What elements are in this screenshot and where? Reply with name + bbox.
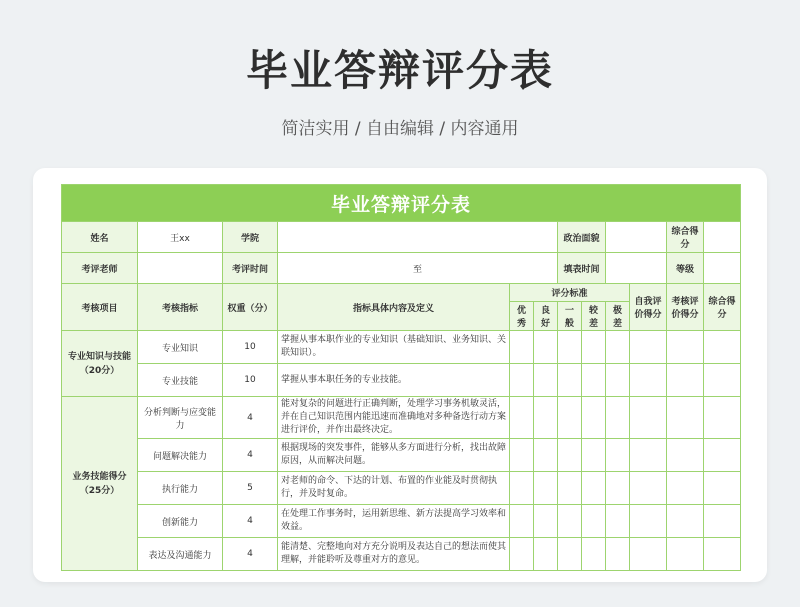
score-cell[interactable]	[582, 331, 606, 364]
score-cell[interactable]	[558, 439, 582, 472]
weight-cell: 4	[223, 538, 278, 571]
score-cell[interactable]	[510, 331, 534, 364]
combined-score-cell[interactable]	[704, 505, 741, 538]
col-criteria: 评分标准	[510, 284, 630, 302]
score-cell[interactable]	[510, 538, 534, 571]
fill-time-label: 填表时间	[558, 253, 606, 284]
content-cell: 能对复杂的问题进行正确判断，处理学习事务机敏灵活，并在自己知识范围内能迅速而准确地对多种备选行动方案进行评价，并作出最终决定。	[278, 397, 510, 439]
grade-label: 等级	[667, 253, 704, 284]
score-cell[interactable]	[582, 397, 606, 439]
combined-score-cell[interactable]	[704, 397, 741, 439]
score-cell[interactable]	[534, 331, 558, 364]
content-cell: 掌握从事本职任务的专业技能。	[278, 364, 510, 397]
total-score-value[interactable]	[704, 222, 741, 253]
score-cell[interactable]	[558, 538, 582, 571]
assessor-score-cell[interactable]	[667, 331, 704, 364]
score-cell[interactable]	[534, 505, 558, 538]
indicator-cell: 表达及沟通能力	[138, 538, 223, 571]
score-cell[interactable]	[582, 439, 606, 472]
eval-time-range[interactable]: 至	[278, 253, 558, 284]
col-content: 指标具体内容及定义	[278, 284, 510, 331]
level-poor: 较差	[582, 302, 606, 331]
fill-time-value[interactable]	[606, 253, 667, 284]
col-self-score: 自我评价得分	[630, 284, 667, 331]
score-cell[interactable]	[558, 505, 582, 538]
score-cell[interactable]	[534, 364, 558, 397]
content-cell: 根据现场的突发事件，能够从多方面进行分析，找出故障原因，从而解决问题。	[278, 439, 510, 472]
indicator-cell: 执行能力	[138, 472, 223, 505]
combined-score-cell[interactable]	[704, 439, 741, 472]
grade-value[interactable]	[704, 253, 741, 284]
weight-cell: 10	[223, 331, 278, 364]
table-row	[62, 364, 741, 397]
weight-cell: 10	[223, 364, 278, 397]
teacher-value[interactable]	[138, 253, 223, 284]
weight-cell: 5	[223, 472, 278, 505]
total-score-label: 综合得分	[667, 222, 704, 253]
score-cell[interactable]	[582, 472, 606, 505]
page-title: 毕业答辩评分表	[245, 46, 554, 95]
table-row	[62, 472, 741, 505]
col-weight: 权重（分）	[223, 284, 278, 331]
sheet-banner: 毕业答辩评分表	[62, 185, 741, 222]
name-value[interactable]: 王xx	[138, 222, 223, 253]
category-cell: 专业知识与技能 （20分）	[62, 331, 138, 397]
score-cell[interactable]	[606, 364, 630, 397]
info-row-2	[62, 253, 741, 284]
col-assessor-score: 考核评价得分	[667, 284, 704, 331]
table-row	[62, 505, 741, 538]
score-cell[interactable]	[510, 505, 534, 538]
table-row	[62, 538, 741, 571]
score-cell[interactable]	[510, 439, 534, 472]
score-cell[interactable]	[558, 472, 582, 505]
score-cell[interactable]	[582, 538, 606, 571]
teacher-label: 考评老师	[62, 253, 138, 284]
score-cell[interactable]	[534, 472, 558, 505]
indicator-cell: 专业技能	[138, 364, 223, 397]
indicator-cell: 问题解决能力	[138, 439, 223, 472]
info-row-1	[62, 222, 741, 253]
level-excellent: 优秀	[510, 302, 534, 331]
self-score-cell[interactable]	[630, 505, 667, 538]
score-cell[interactable]	[582, 505, 606, 538]
content-cell: 对老师的命令、下达的计划、布置的作业能及时贯彻执行，并及时复命。	[278, 472, 510, 505]
weight-cell: 4	[223, 505, 278, 538]
self-score-cell[interactable]	[630, 364, 667, 397]
assessor-score-cell[interactable]	[667, 397, 704, 439]
score-table	[61, 184, 741, 571]
self-score-cell[interactable]	[630, 439, 667, 472]
score-cell[interactable]	[510, 472, 534, 505]
self-score-cell[interactable]	[630, 538, 667, 571]
combined-score-cell[interactable]	[704, 472, 741, 505]
level-very-poor: 极差	[606, 302, 630, 331]
combined-score-cell[interactable]	[704, 331, 741, 364]
content-cell: 能清楚、完整地向对方充分说明及表达自己的想法而使其理解，并能聆听及尊重对方的意见。	[278, 538, 510, 571]
level-average: 一般	[558, 302, 582, 331]
combined-score-cell[interactable]	[704, 538, 741, 571]
content-cell: 掌握从事本职作业的专业知识（基础知识、业务知识、关联知识）。	[278, 331, 510, 364]
score-cell[interactable]	[606, 439, 630, 472]
college-label: 学院	[223, 222, 278, 253]
content-cell: 在处理工作事务时，运用新思维、新方法提高学习效率和效益。	[278, 505, 510, 538]
score-cell[interactable]	[606, 505, 630, 538]
assessor-score-cell[interactable]	[667, 439, 704, 472]
score-cell[interactable]	[558, 331, 582, 364]
assessor-score-cell[interactable]	[667, 538, 704, 571]
table-row	[62, 439, 741, 472]
table-row	[62, 331, 741, 364]
indicator-cell: 分析判断与应变能力	[138, 397, 223, 439]
self-score-cell[interactable]	[630, 472, 667, 505]
score-cell[interactable]	[558, 397, 582, 439]
score-cell[interactable]	[510, 364, 534, 397]
eval-time-label: 考评时间	[223, 253, 278, 284]
page-subtitle: 简洁实用 / 自由编辑 / 内容通用	[281, 119, 519, 139]
self-score-cell[interactable]	[630, 397, 667, 439]
weight-cell: 4	[223, 439, 278, 472]
assessor-score-cell[interactable]	[667, 505, 704, 538]
col-combined-score: 综合得分	[704, 284, 741, 331]
score-cell[interactable]	[534, 439, 558, 472]
table-row	[62, 397, 741, 439]
indicator-cell: 专业知识	[138, 331, 223, 364]
politics-value[interactable]	[606, 222, 667, 253]
category-cell: 业务技能得分 （25分）	[62, 397, 138, 571]
score-cell[interactable]	[606, 397, 630, 439]
sheet-card	[33, 168, 767, 582]
score-cell[interactable]	[606, 538, 630, 571]
header-row-1	[62, 284, 741, 302]
weight-cell: 4	[223, 397, 278, 439]
score-cell[interactable]	[606, 472, 630, 505]
combined-score-cell[interactable]	[704, 364, 741, 397]
assessor-score-cell[interactable]	[667, 472, 704, 505]
score-cell[interactable]	[510, 397, 534, 439]
score-cell[interactable]	[534, 397, 558, 439]
assessor-score-cell[interactable]	[667, 364, 704, 397]
col-project: 考核项目	[62, 284, 138, 331]
name-label: 姓名	[62, 222, 138, 253]
indicator-cell: 创新能力	[138, 505, 223, 538]
score-cell[interactable]	[582, 364, 606, 397]
self-score-cell[interactable]	[630, 331, 667, 364]
score-cell[interactable]	[558, 364, 582, 397]
col-indicator: 考核指标	[138, 284, 223, 331]
score-cell[interactable]	[606, 331, 630, 364]
score-sheet	[61, 184, 767, 582]
college-value[interactable]	[278, 222, 558, 253]
politics-label: 政治面貌	[558, 222, 606, 253]
score-cell[interactable]	[534, 538, 558, 571]
level-good: 良好	[534, 302, 558, 331]
